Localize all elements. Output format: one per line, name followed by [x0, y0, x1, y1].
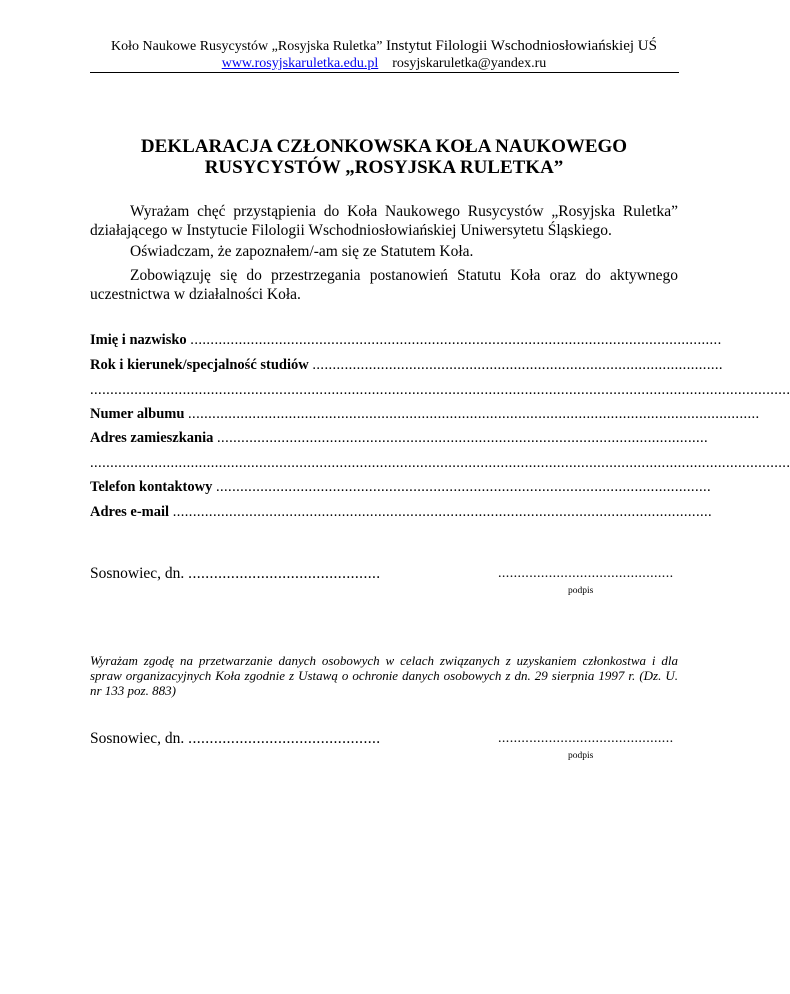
place-date-2-dots: .............................................	[188, 730, 381, 747]
declaration-paragraph-3: Zobowiązuję się do przestrzegania postanowień Statutu Koła oraz do aktywnego uczestnictwa w działalności Koła.	[90, 267, 678, 303]
declaration-paragraph-1: Wyrażam chęć przystąpienia do Koła Naukowego Rusycystów „Rosyjska Ruletka” działającego w Instytucie Filologii Wschodniosłowiańskiej Uniwersytetu Śląskiego.	[90, 203, 678, 239]
header-divider	[90, 72, 679, 73]
studies-field[interactable]	[90, 356, 723, 374]
phone-field[interactable]	[90, 478, 712, 496]
header-email: rosyjskaruletka@yandex.ru	[392, 56, 547, 71]
phone-field-dots: ...........................................................................................................................	[215, 479, 712, 495]
document-title	[90, 136, 678, 178]
name-field[interactable]	[90, 331, 722, 349]
place-date-1-label: Sosnowiec, dn.	[90, 565, 185, 582]
name-field-label: Imię i nazwisko	[90, 332, 187, 348]
header-institute: Instytut Filologii Wschodniosłowiańskiej UŚ	[385, 38, 657, 54]
studies-field-continuation[interactable]	[90, 381, 790, 399]
album-number-field-label: Numer albumu	[90, 406, 185, 422]
email-field-dots: ......................................................................................................................................	[172, 504, 713, 520]
signature-caption-2: podpis	[568, 751, 594, 761]
album-number-field[interactable]	[90, 405, 760, 423]
studies-field-label: Rok i kierunek/specjalność studiów	[90, 357, 309, 373]
name-field-dots: ....................................................................................................................................	[190, 332, 722, 348]
signature-caption-1: podpis	[568, 586, 594, 596]
data-processing-consent: Wyrażam zgodę na przetwarzanie danych osobowych w celach związanych z uzyskaniem członkostwa i dla spraw organizacyjnych Koła zgodnie z Ustawą o ochronie danych osobowych z dn. 29 sierpnia 1997 r. (Dz. U. nr 133 poz. 883)	[90, 653, 678, 698]
studies-continuation-dots: ..............................................................................................................................................................................	[90, 382, 790, 398]
header-line-1	[90, 38, 678, 55]
address-field-dots: ..........................................................................................................................	[217, 430, 709, 446]
declaration-paragraph-2: Oświadczam, że zapoznałem/-am się ze Statutem Koła.	[130, 243, 474, 260]
address-field-continuation[interactable]	[90, 454, 790, 472]
address-continuation-dots: ..............................................................................................................................................................................	[90, 455, 790, 471]
place-date-1[interactable]	[90, 565, 381, 583]
studies-field-dots: ......................................................................................................	[312, 357, 723, 373]
email-field-label: Adres e-mail	[90, 504, 170, 520]
header-line-2	[90, 55, 678, 72]
address-field-label: Adres zamieszkania	[90, 430, 214, 446]
phone-field-label: Telefon kontaktowy	[90, 479, 213, 495]
signature-line-2[interactable]: .............................................	[498, 731, 674, 746]
album-number-field-dots: ..............................................................................................................................................	[188, 406, 760, 422]
place-date-1-dots: .............................................	[188, 565, 381, 582]
place-date-2[interactable]	[90, 730, 381, 748]
address-field[interactable]	[90, 429, 709, 447]
page-header	[90, 38, 678, 72]
header-website-link[interactable]: www.rosyjskaruletka.edu.pl	[221, 56, 379, 71]
title-line-2: RUSYCYSTÓW „ROSYJSKA RULETKA”	[204, 157, 564, 178]
email-field[interactable]	[90, 503, 713, 521]
header-organization: Koło Naukowe Rusycystów „Rosyjska Ruletka”	[111, 39, 383, 54]
place-date-2-label: Sosnowiec, dn.	[90, 730, 185, 747]
signature-line-1[interactable]: .............................................	[498, 566, 674, 581]
title-line-1: DEKLARACJA CZŁONKOWSKA KOŁA NAUKOWEGO	[140, 136, 628, 157]
